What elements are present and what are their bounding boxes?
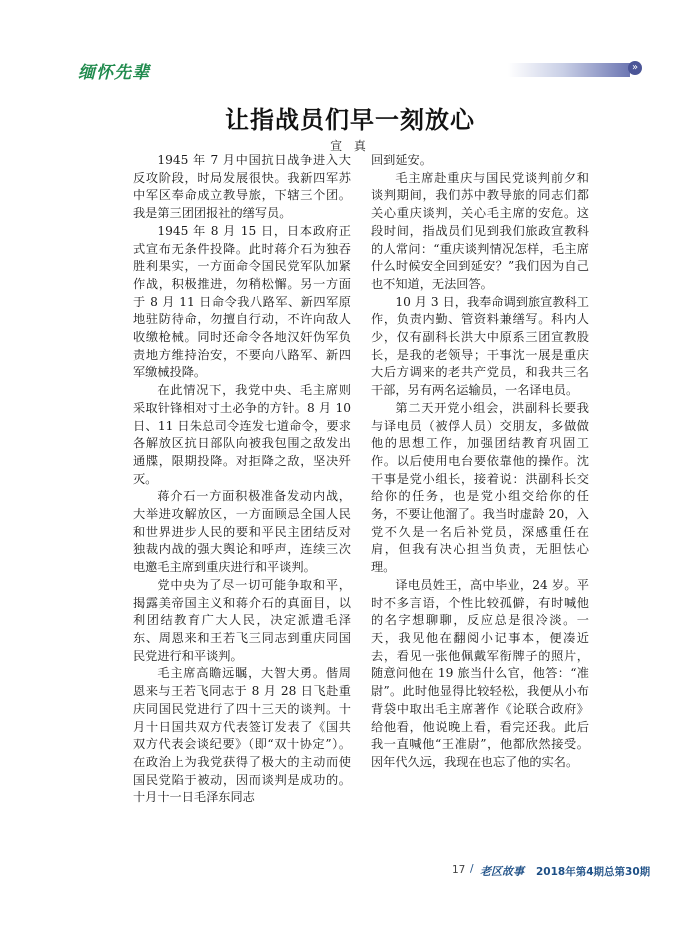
paragraph: 毛主席高瞻远瞩，大智大勇。偕周恩来与王若飞同志于 8 月 28 日飞赴重庆同国民党进行了四十三天的谈判。十月十日国共双方代表签订发表了《国共双方代表会谈纪要》（即“双十协定”）。在政治上为我党获得了极大的主动而使国民党陷于被动，因而谈判是成功的。十月十一日毛泽东同志 [133, 666, 351, 805]
paragraph: 蒋介石一方面积极准备发动内战，大举进攻解放区，一方面顾忌全国人民和世界进步人民的要和平民主团结反对独裁内战的强大舆论和呼声，连续三次电邀毛主席到重庆进行和平谈判。 [133, 489, 351, 575]
text-column-left [133, 152, 351, 807]
text-column-right [371, 152, 589, 772]
page-header [0, 55, 700, 89]
page-number: 17 [452, 864, 466, 876]
paragraph: 1945 年 8 月 15 日，日本政府正式宣布无条件投降。此时蒋介石为独吞胜利果实，一方面命令国民党军队加紧作战，积极推进，勿稍松懈。另一方面于 8 月 11 日命令我八路军、新四军原地驻防待命，勿擅自行动，不许向敌人收缴枪械。同时还命令各地汉奸伪军负责地方维持治安，不要向八路军、新四军缴械投降。 [133, 223, 351, 380]
paragraph: 1945 年 7 月中国抗日战争进入大反攻阶段，时局发展很快。我新四军苏中军区奉命成立教导旅，下辖三个团。我是第三团团报社的缮写员。 [133, 153, 351, 221]
article-title: 让指战员们早一刻放心 [225, 106, 475, 134]
section-label: 缅怀先辈 [78, 63, 150, 83]
article-author: 宣 真 [330, 139, 370, 153]
paragraph: 10 月 3 日，我奉命调到旅宣教科工作，负责内勤、管资料兼缮写。科内人少，仅有副科长洪大中原系三团宣教股长，是我的老领导；干事沈一展是重庆大后方调来的老共产党员，和我共三名干部，另有两名运输员，一名译电员。 [371, 294, 589, 398]
magazine-logo: 老区故事 [480, 865, 524, 878]
paragraph: 第二天开党小组会，洪副科长要我与译电员（被俘人员）交朋友，多做做他的思想工作，加强团结教育巩固工作。以后使用电台要依靠他的操作。沈干事是党小组长，接着说：洪副科长交给你的任务，也是党小组交给你的任务，不要让他溜了。我当时虚龄 20，入党不久是一名后补党员，深感重任在肩，但我有决心担当负责，无胆怯心理。 [371, 400, 589, 575]
paragraph: 译电员姓王，高中毕业，24 岁。平时不多言语，个性比较孤僻，有时喊他的名字想聊聊，反应总是很冷淡。一天，我见他在翻阅小记事本，便凑近去，看见一张他佩戴军衔牌子的照片，随意问他在 19 旅当什么官，他答：“准尉”。此时他显得比较轻松，我便从小布背袋中取出毛主席著作《论联合政府》给他看，他说晚上看，看完还我。此后我一直喊他“王准尉”，他都欣然接受。因年代久远，我现在也忘了他的实名。 [371, 577, 589, 769]
footer-slash: / [470, 863, 474, 875]
paragraph: 党中央为了尽一切可能争取和平，揭露美帝国主义和蒋介石的真面目，以利团结教育广大人民，决定派遣毛泽东、周恩来和王若飞三同志到重庆同国民党进行和平谈判。 [133, 577, 351, 663]
paragraph-continuation: 回到延安。 [371, 153, 432, 167]
paragraph: 毛主席赴重庆与国民党谈判前夕和谈判期间，我们苏中教导旅的同志们都关心重庆谈判，关心毛主席的安危。这段时间，指战员们见到我们旅政宣教科的人常问：“重庆谈判情况怎样，毛主席什么时候安全回到延安？”我们因为自己也不知道，无法回答。 [371, 170, 589, 291]
double-chevron-right-icon: » [628, 61, 642, 75]
issue-info: 2018年第4期总第30期 [536, 866, 651, 878]
paragraph: 在此情况下，我党中央、毛主席则采取针锋相对寸土必争的方针。8 月 10 日、11 日朱总司令连发七道命令，要求各解放区抗日部队向被我包围之敌发出通牒，限期投降。对拒降之敌，坚决歼灭。 [133, 383, 351, 486]
header-gradient-bar [508, 63, 630, 77]
page-footer [448, 862, 670, 882]
